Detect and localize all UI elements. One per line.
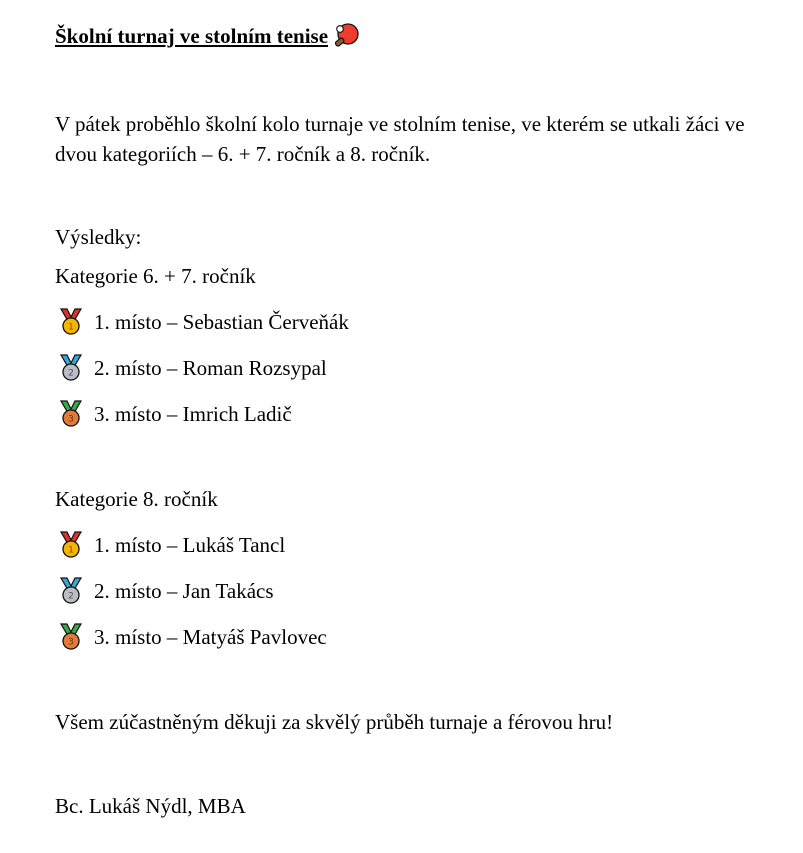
title-text: Školní turnaj ve stolním tenise <box>55 24 329 48</box>
result-row <box>58 531 285 559</box>
result-row <box>58 400 292 428</box>
category-heading-1: Kategorie 6. + 7. ročník <box>55 264 256 288</box>
ping-pong-icon <box>334 23 360 49</box>
svg-text:3: 3 <box>68 414 74 425</box>
silver-medal-icon <box>58 354 84 382</box>
result-label: 3. místo – Imrich Ladič <box>94 402 292 426</box>
result-row <box>58 354 327 382</box>
silver-medal-icon <box>58 577 84 605</box>
thanks-paragraph: Všem zúčastněným děkuji za skvělý průběh turnaje a férovou hru! <box>55 710 614 734</box>
bronze-medal-icon <box>58 623 84 651</box>
result-label: 1. místo – Lukáš Tancl <box>94 533 286 557</box>
gold-medal-icon <box>58 308 84 336</box>
results-heading: Výsledky: <box>55 225 142 249</box>
result-label: 2. místo – Roman Rozsypal <box>94 356 327 380</box>
svg-text:1: 1 <box>68 545 74 556</box>
bronze-medal-icon <box>58 400 84 428</box>
svg-text:1: 1 <box>68 322 74 333</box>
result-label: 2. místo – Jan Takács <box>94 579 274 603</box>
svg-text:2: 2 <box>68 368 74 379</box>
gold-medal-icon <box>58 531 84 559</box>
result-row <box>58 308 349 336</box>
category-heading-2: Kategorie 8. ročník <box>55 487 218 511</box>
signature: Bc. Lukáš Nýdl, MBA <box>55 794 246 818</box>
result-label: 3. místo – Matyáš Pavlovec <box>94 625 327 649</box>
result-label: 1. místo – Sebastian Červeňák <box>94 310 349 334</box>
result-row <box>58 577 274 605</box>
intro-paragraph: V pátek proběhlo školní kolo turnaje ve stolním tenise, ve kterém se utkali žáci ve dvou kategoriích – 6. + 7. ročník a 8. ročník. <box>55 112 745 166</box>
document-title <box>55 23 360 49</box>
svg-text:3: 3 <box>68 637 74 648</box>
svg-text:2: 2 <box>68 591 74 602</box>
result-row <box>58 623 327 651</box>
